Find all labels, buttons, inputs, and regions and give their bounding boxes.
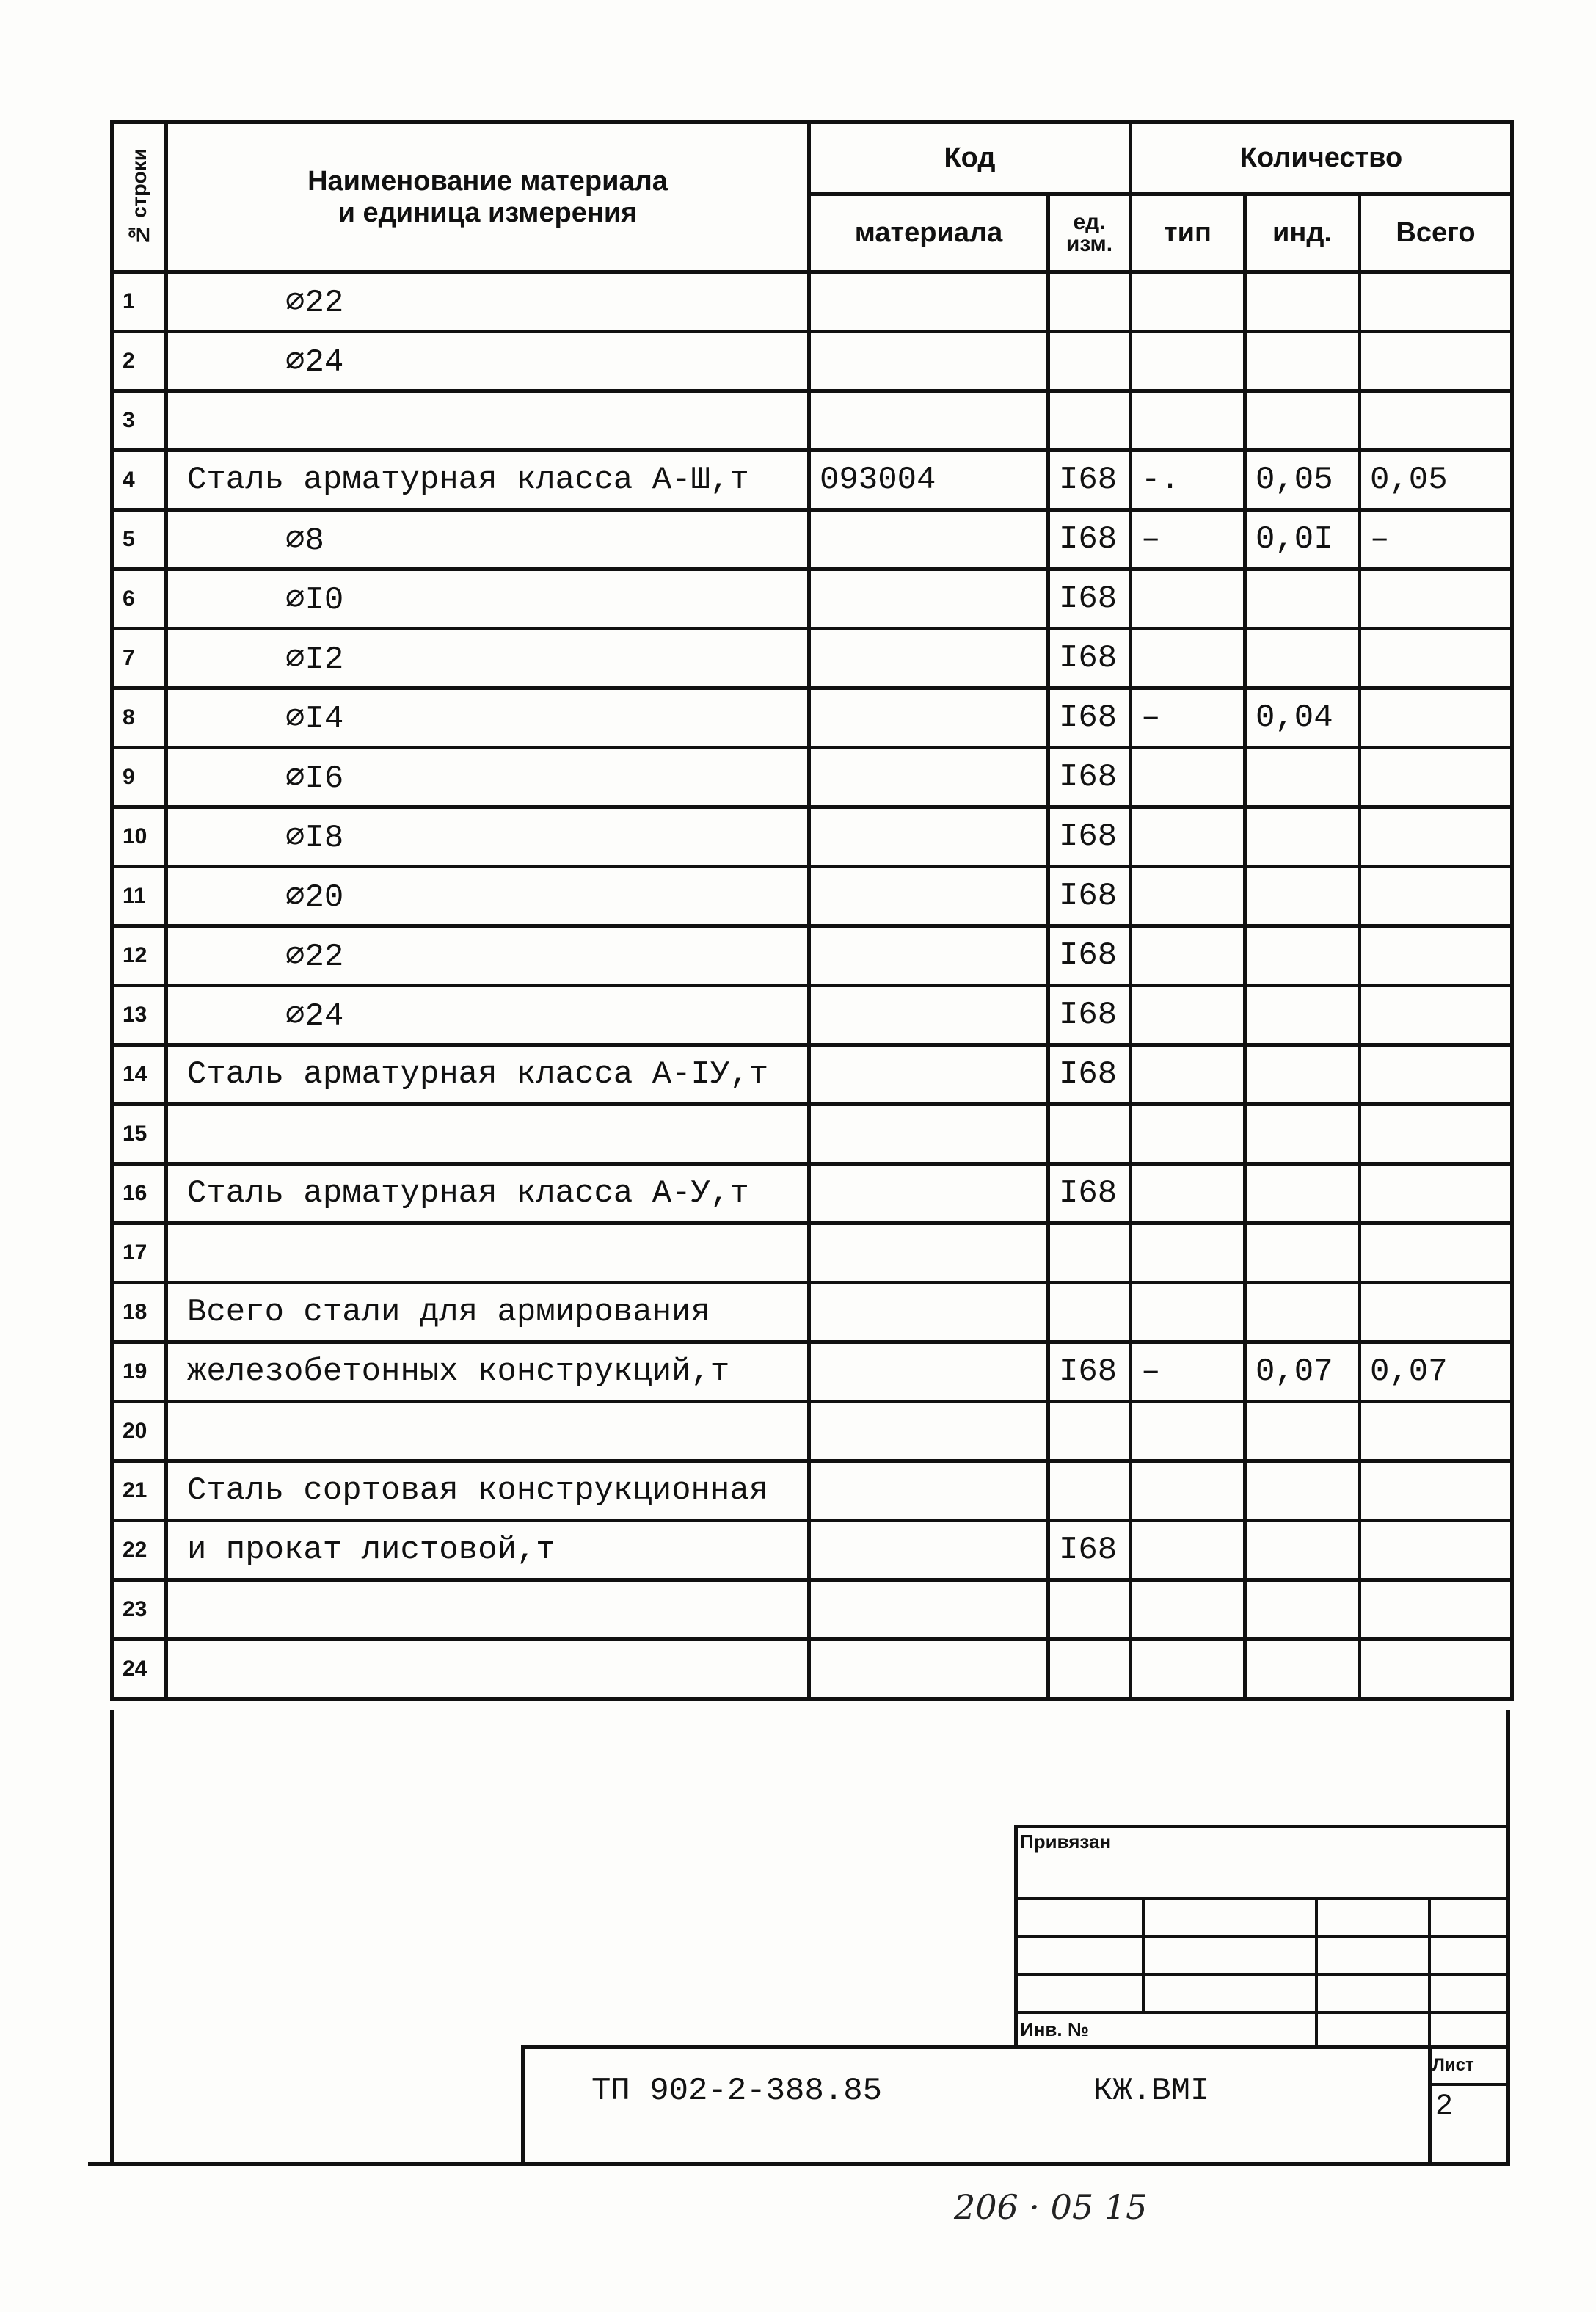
material-name-header: Наименование материала и единица измерения xyxy=(167,123,809,272)
row-number: 21 xyxy=(112,1461,167,1521)
qty-total xyxy=(1360,1580,1512,1640)
qty-total xyxy=(1360,807,1512,867)
unit-code: I68 xyxy=(1049,1164,1131,1224)
material-code xyxy=(809,1164,1049,1224)
table-row xyxy=(112,1461,1512,1521)
qty-ind: 0,04 xyxy=(1245,688,1360,748)
table-row xyxy=(112,1045,1512,1105)
material-code xyxy=(809,510,1049,570)
row-number: 22 xyxy=(112,1521,167,1580)
row-number: 24 xyxy=(112,1640,167,1699)
material-code xyxy=(809,1461,1049,1521)
qty-ind xyxy=(1245,748,1360,807)
sheet-divider xyxy=(1428,2045,1432,2165)
row-number: 8 xyxy=(112,688,167,748)
qty-total xyxy=(1360,986,1512,1045)
unit-code: I68 xyxy=(1049,1342,1131,1402)
qty-ind xyxy=(1245,1461,1360,1521)
unit-code: I68 xyxy=(1049,570,1131,629)
material-name xyxy=(167,391,809,451)
row-number: 9 xyxy=(112,748,167,807)
material-name: ⌀I4 xyxy=(167,688,809,748)
qty-total xyxy=(1360,391,1512,451)
table-row xyxy=(112,451,1512,510)
material-code xyxy=(809,1105,1049,1164)
qty-typ: – xyxy=(1131,510,1245,570)
material-name: Сталь арматурная класса А-Ш,т xyxy=(167,451,809,510)
material-code-header: материала xyxy=(809,195,1049,272)
material-code xyxy=(809,1580,1049,1640)
qty-ind xyxy=(1245,986,1360,1045)
qty-typ xyxy=(1131,1640,1245,1699)
row-number: 4 xyxy=(112,451,167,510)
material-name: Сталь арматурная класса А-У,т xyxy=(167,1164,809,1224)
qty-typ xyxy=(1131,332,1245,391)
material-name xyxy=(167,1224,809,1283)
qty-typ: – xyxy=(1131,688,1245,748)
qty-ind xyxy=(1245,926,1360,986)
qty-typ xyxy=(1131,629,1245,688)
table-row xyxy=(112,391,1512,451)
material-name xyxy=(167,1402,809,1461)
qty-total xyxy=(1360,1283,1512,1342)
qty-ind xyxy=(1245,1521,1360,1580)
qty-total xyxy=(1360,867,1512,926)
qty-ind: 0,0I xyxy=(1245,510,1360,570)
qty-ind xyxy=(1245,1640,1360,1699)
unit-code: I68 xyxy=(1049,510,1131,570)
unit-code xyxy=(1049,332,1131,391)
material-code xyxy=(809,272,1049,332)
qty-total xyxy=(1360,332,1512,391)
qty-typ xyxy=(1131,867,1245,926)
unit-code: I68 xyxy=(1049,451,1131,510)
row-number: 15 xyxy=(112,1105,167,1164)
unit-code xyxy=(1049,1283,1131,1342)
qty-total xyxy=(1360,1045,1512,1105)
qty-typ xyxy=(1131,1521,1245,1580)
binding-vline-3 xyxy=(1428,1897,1431,2049)
table-row xyxy=(112,272,1512,332)
qty-total xyxy=(1360,570,1512,629)
qty-total: – xyxy=(1360,510,1512,570)
material-name: Сталь сортовая конструкционная xyxy=(167,1461,809,1521)
qty-typ xyxy=(1131,1461,1245,1521)
ind-header: инд. xyxy=(1245,195,1360,272)
row-number: 16 xyxy=(112,1164,167,1224)
unit-code xyxy=(1049,1580,1131,1640)
material-name: Всего стали для армирования xyxy=(167,1283,809,1342)
material-code xyxy=(809,332,1049,391)
unit-code: I68 xyxy=(1049,867,1131,926)
bound-label: Привязан xyxy=(1020,1831,1112,1853)
unit-code: I68 xyxy=(1049,807,1131,867)
table-row xyxy=(112,926,1512,986)
material-code: 093004 xyxy=(809,451,1049,510)
unit-code: I68 xyxy=(1049,688,1131,748)
material-code xyxy=(809,807,1049,867)
unit-code: I68 xyxy=(1049,748,1131,807)
qty-total xyxy=(1360,1461,1512,1521)
sheet-line xyxy=(1428,2083,1510,2086)
table-row xyxy=(112,629,1512,688)
qty-total: 0,07 xyxy=(1360,1342,1512,1402)
qty-total xyxy=(1360,926,1512,986)
material-name: ⌀I8 xyxy=(167,807,809,867)
unit-header: ед. изм. xyxy=(1049,195,1131,272)
material-name: ⌀20 xyxy=(167,867,809,926)
qty-typ xyxy=(1131,391,1245,451)
material-code xyxy=(809,1640,1049,1699)
material-name: ⌀22 xyxy=(167,926,809,986)
row-number: 18 xyxy=(112,1283,167,1342)
qty-typ xyxy=(1131,926,1245,986)
unit-code: I68 xyxy=(1049,986,1131,1045)
table-row xyxy=(112,332,1512,391)
unit-code: I68 xyxy=(1049,1521,1131,1580)
material-name: ⌀8 xyxy=(167,510,809,570)
qty-typ xyxy=(1131,1402,1245,1461)
material-code xyxy=(809,867,1049,926)
material-name: ⌀I6 xyxy=(167,748,809,807)
code-header: Код xyxy=(809,123,1131,195)
row-number: 1 xyxy=(112,272,167,332)
total-header: Всего xyxy=(1360,195,1512,272)
handwritten-note: 206 · 05 15 xyxy=(954,2187,1148,2227)
qty-ind xyxy=(1245,1045,1360,1105)
qty-typ xyxy=(1131,1045,1245,1105)
qty-ind xyxy=(1245,1402,1360,1461)
row-number: 11 xyxy=(112,867,167,926)
row-number: 23 xyxy=(112,1580,167,1640)
document-code: КЖ.ВМI xyxy=(1093,2073,1210,2109)
qty-ind xyxy=(1245,272,1360,332)
qty-typ: – xyxy=(1131,1342,1245,1402)
binding-vline-1 xyxy=(1142,1897,1145,2011)
qty-ind xyxy=(1245,332,1360,391)
material-code xyxy=(809,1342,1049,1402)
table-row xyxy=(112,1640,1512,1699)
qty-ind xyxy=(1245,570,1360,629)
typ-header: тип xyxy=(1131,195,1245,272)
qty-ind: 0,07 xyxy=(1245,1342,1360,1402)
qty-total xyxy=(1360,1164,1512,1224)
material-code xyxy=(809,570,1049,629)
material-code xyxy=(809,748,1049,807)
qty-total xyxy=(1360,629,1512,688)
qty-ind xyxy=(1245,1224,1360,1283)
qty-ind xyxy=(1245,867,1360,926)
qty-typ xyxy=(1131,1164,1245,1224)
qty-total xyxy=(1360,1402,1512,1461)
material-code xyxy=(809,391,1049,451)
row-number-header: № строки xyxy=(112,123,167,272)
row-number: 6 xyxy=(112,570,167,629)
material-code xyxy=(809,926,1049,986)
inventory-label: Инв. № xyxy=(1020,2018,1089,2040)
unit-code: I68 xyxy=(1049,926,1131,986)
table-row xyxy=(112,1580,1512,1640)
row-number: 10 xyxy=(112,807,167,867)
unit-code xyxy=(1049,1402,1131,1461)
table-row xyxy=(112,1521,1512,1580)
material-code xyxy=(809,1045,1049,1105)
material-code xyxy=(809,1283,1049,1342)
table-row xyxy=(112,510,1512,570)
table-row xyxy=(112,867,1512,926)
binding-line-1 xyxy=(1014,1897,1510,1900)
table-row xyxy=(112,1105,1512,1164)
row-number: 17 xyxy=(112,1224,167,1283)
qty-typ xyxy=(1131,986,1245,1045)
qty-ind xyxy=(1245,807,1360,867)
qty-total: 0,05 xyxy=(1360,451,1512,510)
qty-typ xyxy=(1131,272,1245,332)
row-number: 19 xyxy=(112,1342,167,1402)
qty-typ xyxy=(1131,1283,1245,1342)
qty-ind xyxy=(1245,629,1360,688)
material-name: железобетонных конструкций,т xyxy=(167,1342,809,1402)
qty-typ xyxy=(1131,1580,1245,1640)
qty-total xyxy=(1360,748,1512,807)
material-name xyxy=(167,1105,809,1164)
table-row xyxy=(112,748,1512,807)
table-row xyxy=(112,1402,1512,1461)
row-number: 7 xyxy=(112,629,167,688)
row-number: 20 xyxy=(112,1402,167,1461)
qty-typ xyxy=(1131,807,1245,867)
row-number: 12 xyxy=(112,926,167,986)
material-name: ⌀I0 xyxy=(167,570,809,629)
quantity-header: Количество xyxy=(1131,123,1512,195)
row-number: 3 xyxy=(112,391,167,451)
material-name: ⌀24 xyxy=(167,986,809,1045)
table-row xyxy=(112,1342,1512,1402)
material-name: ⌀24 xyxy=(167,332,809,391)
material-name xyxy=(167,1640,809,1699)
unit-code xyxy=(1049,1640,1131,1699)
materials-table xyxy=(110,120,1514,1701)
row-number: 13 xyxy=(112,986,167,1045)
qty-total xyxy=(1360,688,1512,748)
table-row xyxy=(112,570,1512,629)
sheet-label: Лист xyxy=(1432,2055,1474,2075)
material-name xyxy=(167,1580,809,1640)
material-name: и прокат листовой,т xyxy=(167,1521,809,1580)
binding-line-4 xyxy=(1014,2011,1510,2014)
qty-total xyxy=(1360,1521,1512,1580)
unit-code xyxy=(1049,1105,1131,1164)
row-number: 2 xyxy=(112,332,167,391)
table-row xyxy=(112,1283,1512,1342)
table-row xyxy=(112,1224,1512,1283)
qty-ind xyxy=(1245,1283,1360,1342)
qty-ind xyxy=(1245,1105,1360,1164)
frame-left-line xyxy=(110,1710,114,2165)
table-row xyxy=(112,688,1512,748)
unit-code: I68 xyxy=(1049,629,1131,688)
qty-ind xyxy=(1245,1580,1360,1640)
table-row xyxy=(112,807,1512,867)
qty-typ xyxy=(1131,570,1245,629)
binding-line-2 xyxy=(1014,1935,1510,1938)
table-row xyxy=(112,986,1512,1045)
unit-code xyxy=(1049,272,1131,332)
qty-total xyxy=(1360,1224,1512,1283)
qty-ind xyxy=(1245,1164,1360,1224)
sheet-number: 2 xyxy=(1435,2090,1454,2123)
qty-total xyxy=(1360,272,1512,332)
qty-total xyxy=(1360,1105,1512,1164)
binding-line-3 xyxy=(1014,1973,1510,1976)
qty-ind: 0,05 xyxy=(1245,451,1360,510)
row-number: 5 xyxy=(112,510,167,570)
material-code xyxy=(809,986,1049,1045)
binding-vline-2 xyxy=(1315,1897,1318,2049)
material-name: ⌀22 xyxy=(167,272,809,332)
row-number: 14 xyxy=(112,1045,167,1105)
qty-typ xyxy=(1131,1224,1245,1283)
qty-typ xyxy=(1131,1105,1245,1164)
table-row xyxy=(112,1164,1512,1224)
qty-ind xyxy=(1245,391,1360,451)
qty-typ xyxy=(1131,748,1245,807)
unit-code xyxy=(1049,1461,1131,1521)
material-name: Сталь арматурная класса А-IУ,т xyxy=(167,1045,809,1105)
material-name: ⌀I2 xyxy=(167,629,809,688)
material-code xyxy=(809,1402,1049,1461)
unit-code xyxy=(1049,1224,1131,1283)
qty-typ: -. xyxy=(1131,451,1245,510)
qty-total xyxy=(1360,1640,1512,1699)
material-code xyxy=(809,1521,1049,1580)
material-code xyxy=(809,688,1049,748)
project-code: ТП 902-2-388.85 xyxy=(591,2073,883,2109)
material-code xyxy=(809,1224,1049,1283)
material-code xyxy=(809,629,1049,688)
unit-code xyxy=(1049,391,1131,451)
unit-code: I68 xyxy=(1049,1045,1131,1105)
